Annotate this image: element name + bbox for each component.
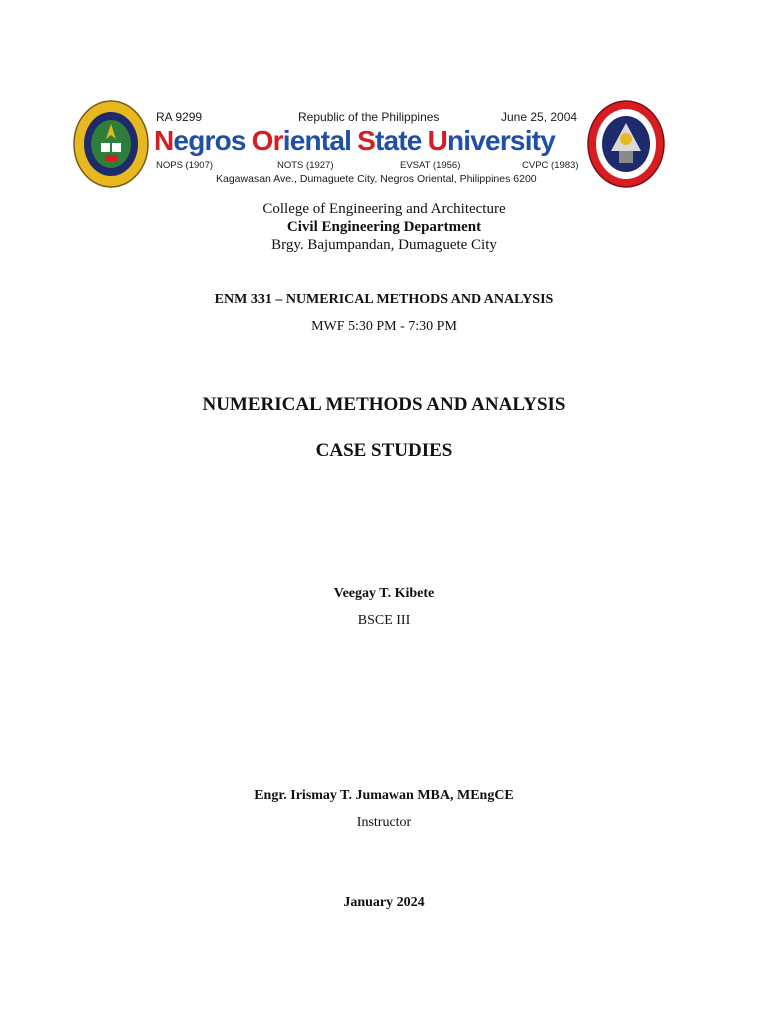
university-word-initial: S — [357, 125, 375, 156]
republic-label: Republic of the Philippines — [298, 110, 440, 124]
university-word-rest: iental — [282, 125, 352, 156]
department-location: Brgy. Bajumpandan, Dumaguete City — [271, 237, 497, 253]
history-item: NOPS (1907) — [156, 160, 214, 171]
document-subtitle: CASE STUDIES — [315, 440, 453, 461]
ra-number: RA 9299 — [156, 110, 203, 124]
university-address: Kagawasan Ave., Dumaguete City, Negros Oriental, Philippines 6200 — [216, 173, 537, 185]
college-name: College of Engineering and Architecture — [262, 201, 506, 217]
instructor-role: Instructor — [356, 815, 412, 830]
university-word-rest: niversity — [447, 125, 555, 156]
instructor-name: Engr. Irismay T. Jumawan MBA, MEngCE — [254, 788, 514, 803]
university-word-rest: tate — [374, 125, 422, 156]
university-banner — [68, 96, 668, 194]
submission-date: January 2024 — [343, 895, 425, 910]
university-word-initial: U — [427, 125, 447, 156]
history-item: NOTS (1927) — [277, 160, 334, 171]
student-program: BSCE III — [357, 613, 411, 628]
university-seal-logo — [72, 99, 150, 189]
university-name — [154, 125, 555, 157]
department-name: Civil Engineering Department — [286, 219, 482, 235]
document-title: NUMERICAL METHODS AND ANALYSIS — [202, 394, 566, 415]
university-word-initial: N — [154, 125, 174, 156]
college-seal-logo — [586, 99, 666, 189]
history-item: CVPC (1983) — [522, 160, 579, 171]
history-item: EVSAT (1956) — [400, 160, 461, 171]
founding-date: June 25, 2004 — [501, 110, 578, 124]
course-title: ENM 331 – NUMERICAL METHODS AND ANALYSIS — [214, 292, 554, 307]
student-name: Veegay T. Kibete — [333, 586, 435, 601]
university-word-initial: Or — [251, 125, 283, 156]
course-schedule: MWF 5:30 PM - 7:30 PM — [311, 319, 457, 334]
university-word-rest: egros — [173, 125, 246, 156]
